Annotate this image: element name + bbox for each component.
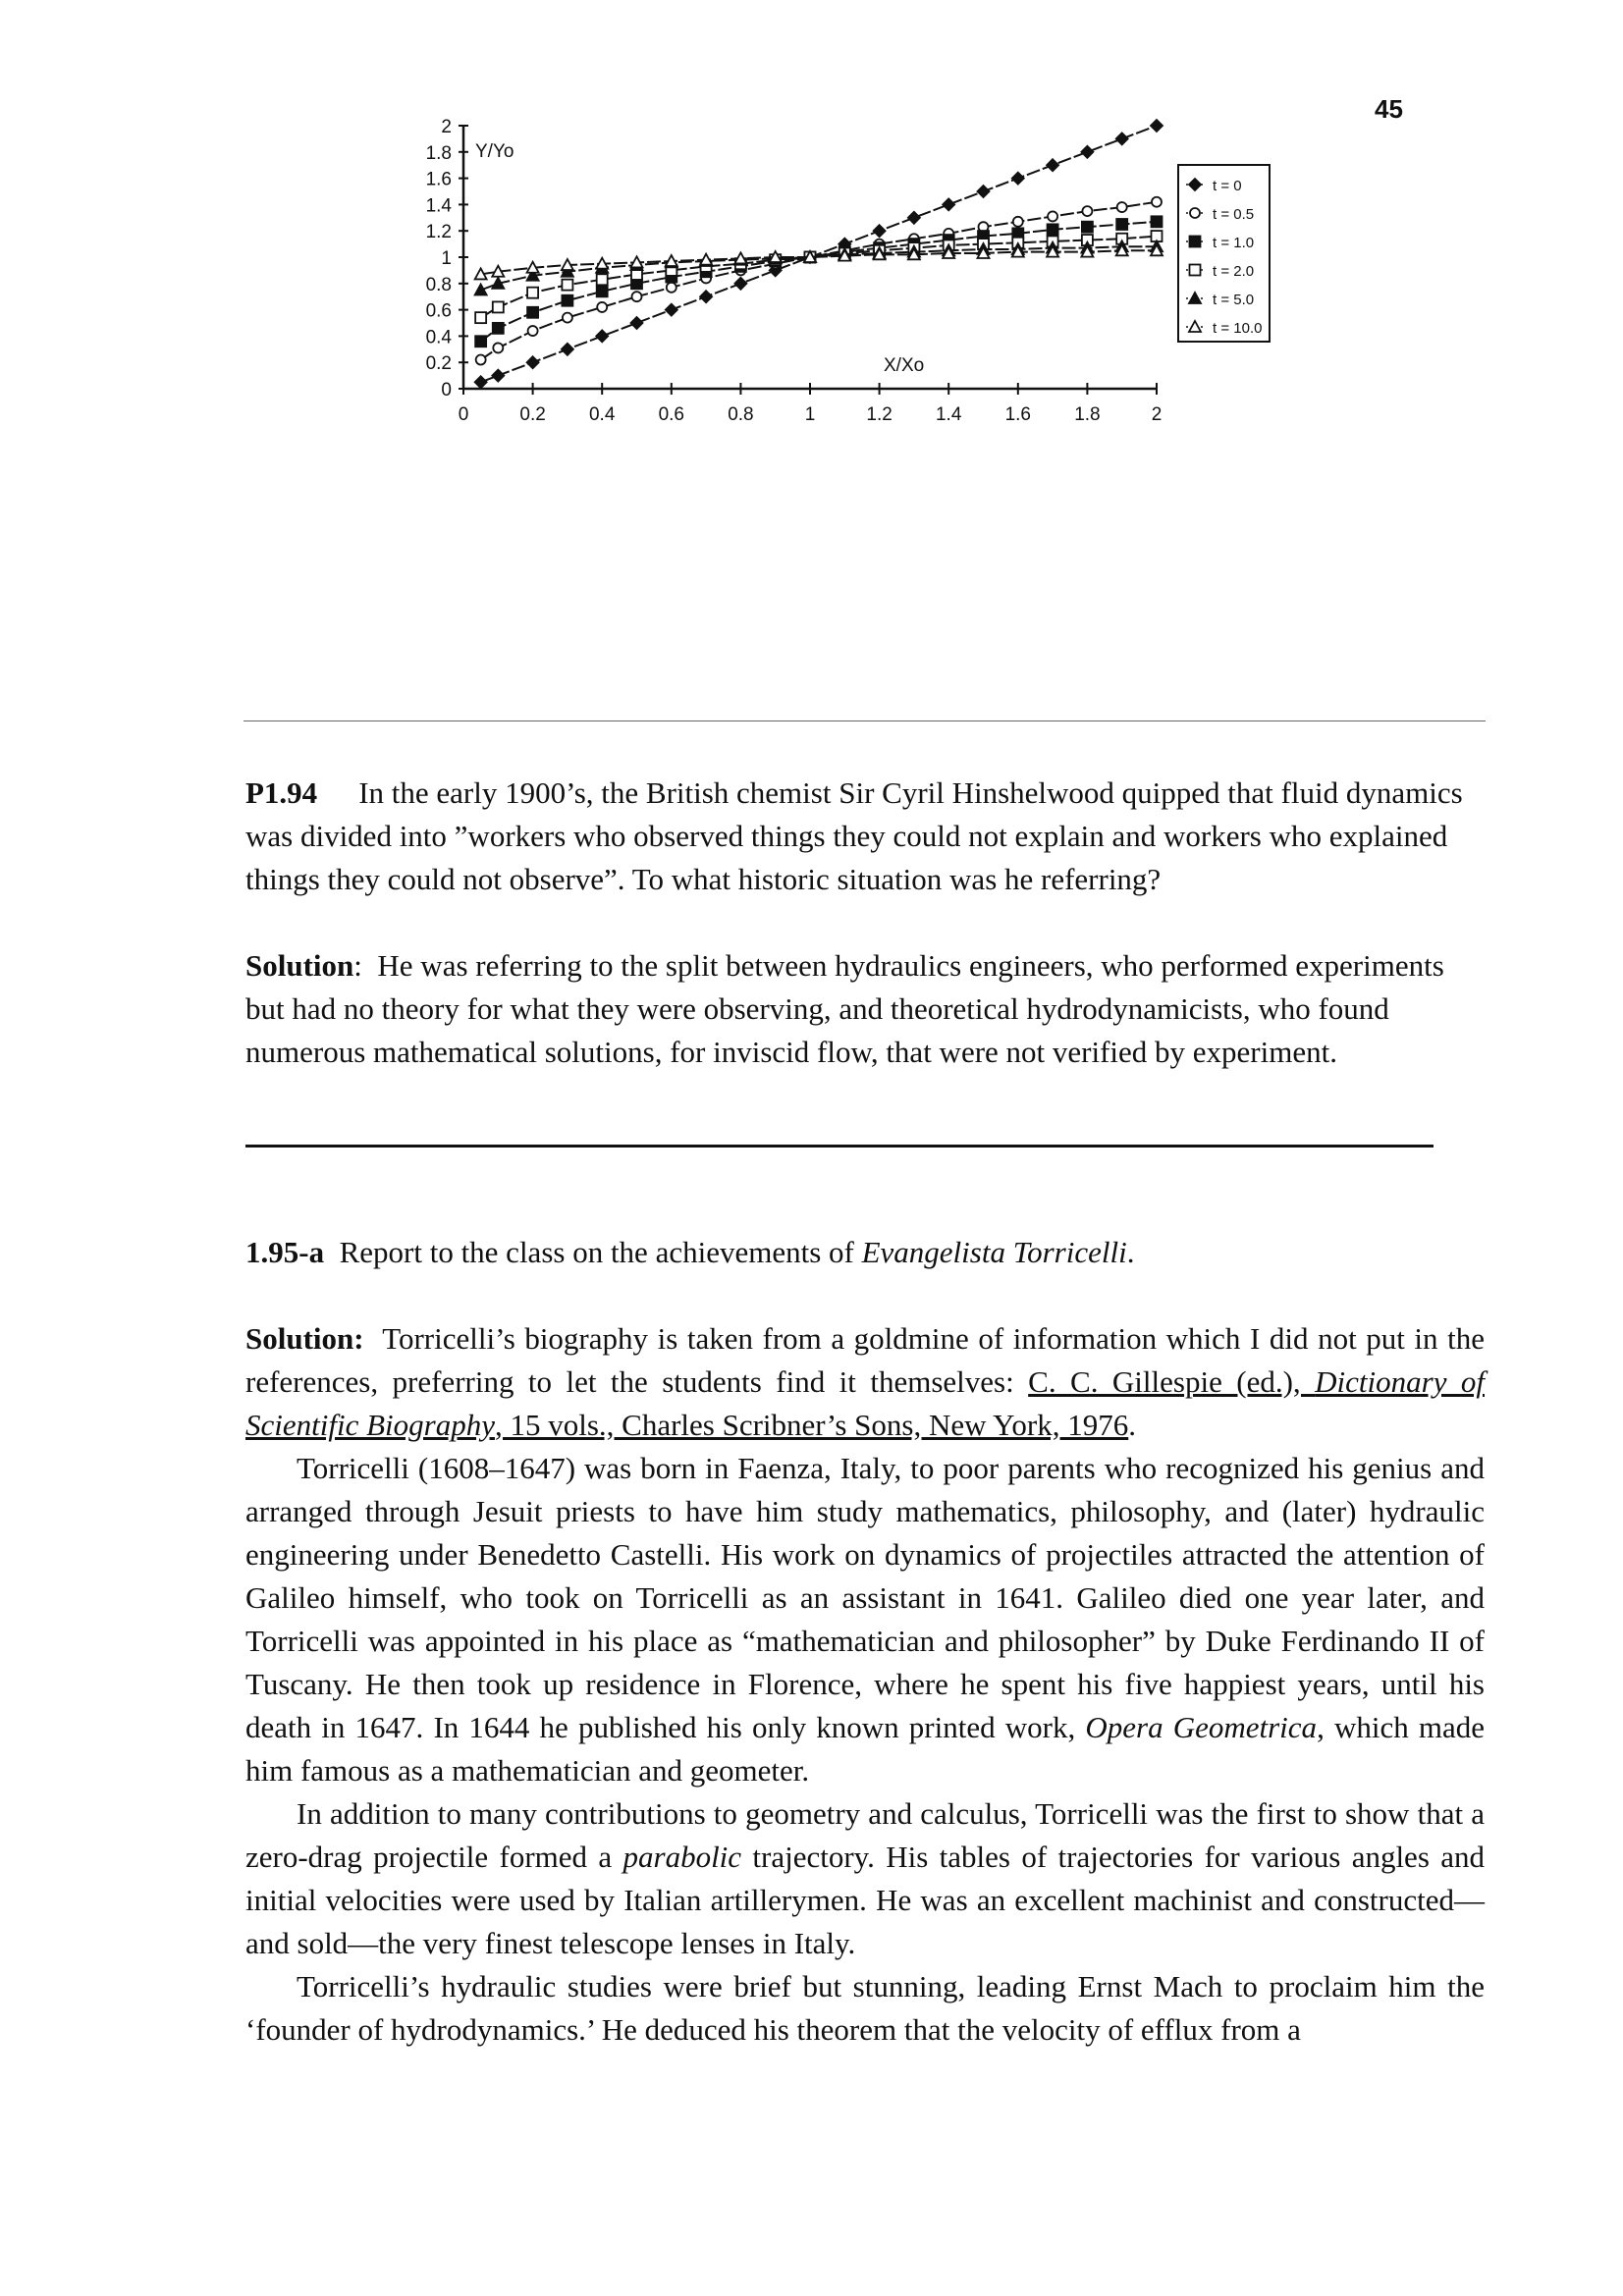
marker-diamond <box>666 304 677 316</box>
solution-colon: : <box>353 948 362 983</box>
marker-circle <box>1152 197 1162 207</box>
marker-circle <box>1048 211 1057 221</box>
page-number: 45 <box>1375 94 1403 124</box>
y-tick-label: 1.2 <box>425 222 452 243</box>
marker-square <box>493 301 504 312</box>
series-t-0-5 <box>476 197 1162 365</box>
marker-circle <box>1117 202 1127 212</box>
paragraph-1: Torricelli (1608–1647) was born in Faenza, Italy, to poor parents who recognized his genius and arranged through Jesuit priests to have him study mathematics, philosophy, and (later) hydraulic engineering under Benedetto Castelli. His work on dynamics of projectiles attracted the attention of Galileo himself, who took on Torricelli as an assistant in 1641. Galileo died one year later, and Torricelli was appointed in his place as “mathematician and philosopher” by Duke Ferdinando II of Tuscany. He then took up residence in Florence, where he spent his five happiest years, until his death in 1647. In 1644 he published his only known printed work, <box>245 1451 1485 1744</box>
x-tick-label: 1.6 <box>1004 404 1032 425</box>
marker-square <box>527 288 538 298</box>
marker-square <box>1152 216 1163 227</box>
legend-label: t = 0 <box>1213 178 1242 194</box>
x-tick-label: 0 <box>458 404 469 425</box>
problem-label: P1.94 <box>245 775 318 810</box>
series-t-2-0 <box>475 231 1162 323</box>
problem-text: In the early 1900’s, the British chemist Sir Cyril Hinshelwood quipped that fluid dynamics was divided into ”workers who observed things they could not explain and workers who explained things they could not observe”. To what historic situation was he referring? <box>245 775 1463 896</box>
marker-circle <box>493 343 503 352</box>
marker-diamond <box>1116 133 1128 144</box>
chart-legend <box>1178 165 1270 342</box>
marker-diamond <box>700 291 712 302</box>
y-axis-label: Y/Yo <box>475 141 514 162</box>
reference-title: Dictionary of Scientific Biography <box>245 1364 1486 1442</box>
section-divider-thick <box>245 1145 1434 1148</box>
marker-diamond <box>596 330 608 342</box>
x-tick-label: 1 <box>804 404 816 425</box>
marker-diamond <box>734 278 746 290</box>
legend-label: t = 1.0 <box>1213 235 1255 251</box>
marker-circle <box>667 283 676 293</box>
reference-author: C. C. Gillespie (ed.), <box>1028 1364 1316 1399</box>
marker-diamond <box>527 356 539 368</box>
paragraph-3: Torricelli’s hydraulic studies were brief but stunning, leading Ernst Mach to proclaim him the ‘founder of hydrodynamics.’ He deduced his theorem that the velocity of efflux from a <box>245 1969 1485 2047</box>
problem-label: 1.95-a <box>245 1235 325 1269</box>
marker-square <box>1048 224 1058 235</box>
marker-triangle <box>475 285 487 295</box>
y-tick-label: 0.4 <box>425 327 452 348</box>
marker-square <box>475 336 486 347</box>
marker-circle <box>1013 217 1023 227</box>
x-tick-label: 0.6 <box>658 404 685 425</box>
marker-diamond <box>1151 120 1163 132</box>
marker-square <box>1082 222 1093 233</box>
marker-diamond <box>492 370 504 382</box>
problem-text: Report to the class on the achievements of <box>339 1235 862 1269</box>
x-tick-label: 0.2 <box>519 404 546 425</box>
x-axis-label: X/Xo <box>884 355 925 376</box>
reference-details: , 15 vols., Charles Scribner’s Sons, New York, 1976 <box>494 1408 1129 1442</box>
solution-label: Solution: <box>245 1321 364 1356</box>
paragraph-1-italic: Opera Geometrica <box>1085 1710 1318 1744</box>
marker-diamond <box>874 225 886 237</box>
marker-square <box>562 295 572 306</box>
marker-circle <box>1082 206 1092 216</box>
paragraph-2: In addition to many contributions to geometry and calculus, Torricelli was the first to show that a zero-drag projectile formed a <box>245 1796 1485 1874</box>
x-tick-label: 1.8 <box>1074 404 1101 425</box>
y-tick-label: 2 <box>441 117 452 137</box>
chart-series <box>475 120 1163 388</box>
marker-square <box>562 280 572 291</box>
chart <box>393 108 1335 599</box>
x-tick-label: 2 <box>1151 404 1163 425</box>
problem-p1-94 <box>245 772 1485 1074</box>
marker-circle <box>528 326 538 336</box>
marker-circle <box>597 302 607 312</box>
y-tick-label: 1.4 <box>425 195 452 217</box>
marker-square <box>1190 237 1201 247</box>
marker-square <box>1116 219 1127 230</box>
marker-diamond <box>631 317 643 329</box>
marker-diamond <box>943 198 954 210</box>
solution-text: He was referring to the split between hydraulics engineers, who performed experiments but had no theory for what they were observing, and theoretical hydrodynamicists, who found numerous mathematical solutions, for inviscid flow, that were not verified by experiment. <box>245 948 1444 1069</box>
marker-square <box>597 274 608 285</box>
marker-diamond <box>1047 159 1058 171</box>
paragraph-2-end: trajectory. His tables of trajectories for various angles and initial velocities were used by Italian artillerymen. He was an excellent machinist and constructed—and sold—the very finest telescope lenses in Italy. <box>245 1840 1485 1960</box>
problem-1-95a <box>245 1231 1485 2052</box>
x-tick-label: 1.4 <box>935 404 962 425</box>
reference-end: . <box>1128 1408 1136 1442</box>
legend-label: t = 5.0 <box>1213 292 1255 308</box>
marker-circle <box>563 313 572 323</box>
y-tick-label: 1.8 <box>425 142 452 164</box>
marker-circle <box>1190 208 1200 218</box>
marker-diamond <box>978 186 990 197</box>
solution-label: Solution <box>245 948 354 983</box>
series-t-1-0 <box>475 216 1162 347</box>
marker-square <box>1190 265 1201 276</box>
series-t-10-0 <box>475 244 1163 279</box>
y-tick-label: 0.8 <box>425 274 452 295</box>
marker-circle <box>476 355 486 365</box>
marker-square <box>597 286 608 296</box>
marker-diamond <box>475 376 487 388</box>
marker-square <box>475 312 486 323</box>
marker-diamond <box>562 344 573 355</box>
marker-circle <box>632 292 642 301</box>
marker-diamond <box>1081 146 1093 158</box>
solution-intro: Torricelli’s biography is taken from a goldmine of information which I did not put in the references, preferring to let the students find it themselves: <box>245 1321 1485 1399</box>
y-tick-label: 1 <box>441 248 452 269</box>
paragraph-2-italic: parabolic <box>622 1840 742 1874</box>
legend-label: t = 10.0 <box>1213 320 1263 337</box>
x-tick-label: 0.8 <box>728 404 754 425</box>
y-tick-label: 1.6 <box>425 169 452 190</box>
problem-text-italic: Evangelista Torricelli <box>861 1235 1127 1269</box>
marker-diamond <box>1012 173 1024 185</box>
legend-label: t = 2.0 <box>1213 263 1255 280</box>
problem-text-end: . <box>1126 1235 1135 1269</box>
x-tick-label: 0.4 <box>588 404 616 425</box>
y-tick-label: 0 <box>441 380 452 400</box>
legend-label: t = 0.5 <box>1213 206 1255 223</box>
marker-square <box>493 323 504 334</box>
marker-square <box>527 307 538 318</box>
series-t-0 <box>475 120 1163 388</box>
marker-diamond <box>908 212 920 224</box>
y-tick-label: 0.2 <box>425 353 452 375</box>
y-tick-label: 0.6 <box>425 300 452 322</box>
paragraph-1-end: , which made him famous as a mathematician and geometer. <box>245 1710 1485 1788</box>
series-t-5-0 <box>475 240 1163 294</box>
x-tick-label: 1.2 <box>866 404 893 425</box>
